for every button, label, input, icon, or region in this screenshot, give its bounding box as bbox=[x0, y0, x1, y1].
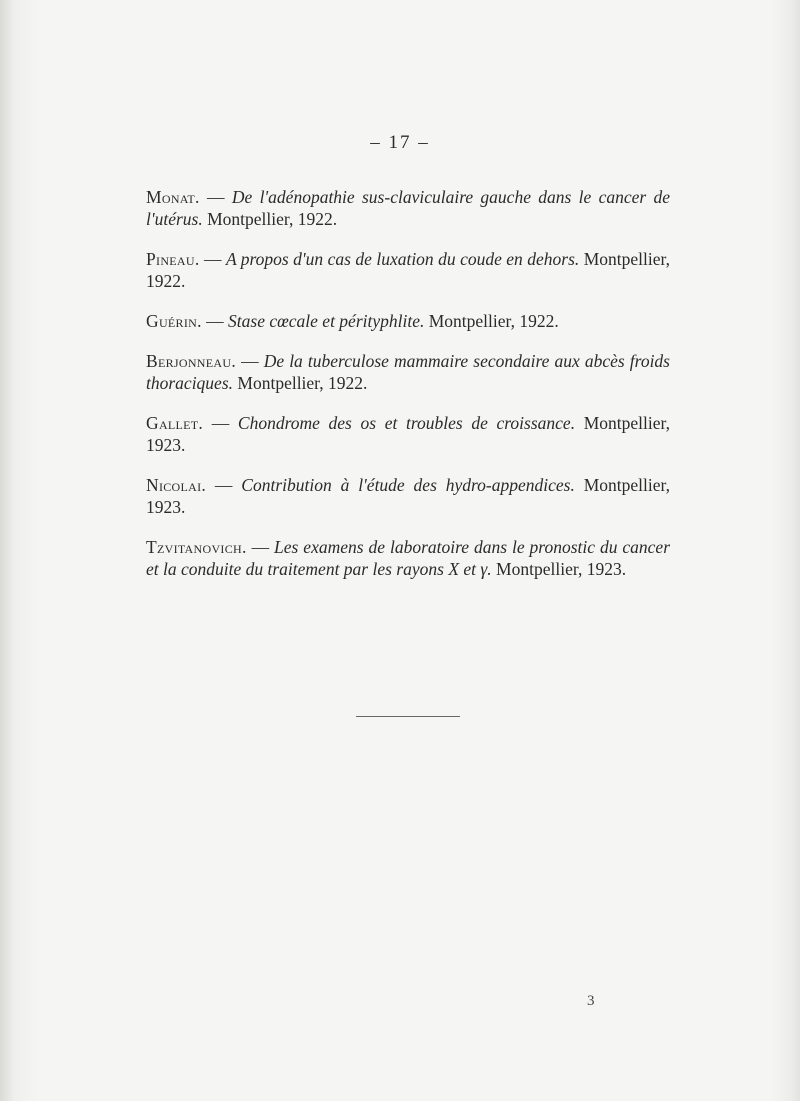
entry-author: Nicolai. bbox=[146, 474, 207, 495]
entry-title: A propos d'un cas de luxation du coude en dehors. bbox=[225, 248, 580, 269]
bibliography-entry bbox=[146, 474, 670, 518]
entry-author: Tzvitanovich. bbox=[146, 536, 247, 557]
bibliography-entry bbox=[146, 186, 670, 230]
sheet-number: 3 bbox=[587, 993, 595, 1009]
entry-title: Stase cœcale et pérityphlite. bbox=[228, 310, 425, 331]
page-number: – 17 – bbox=[370, 132, 430, 153]
bibliography-entry bbox=[146, 350, 670, 394]
bibliography-entry bbox=[146, 248, 670, 292]
entry-place: Montpellier, 1923. bbox=[146, 412, 671, 455]
entry-title: Les examens de laboratoire dans le pronostic du cancer et la conduite du traitement par les rayons X et γ. bbox=[146, 536, 671, 579]
entry-dash: — bbox=[206, 474, 242, 495]
entry-author: Guérin. bbox=[146, 310, 202, 331]
entry-place: Montpellier, 1922. bbox=[146, 248, 671, 291]
entry-title: Contribution à l'étude des hydro-appendices. bbox=[241, 474, 575, 495]
entry-dash: — bbox=[236, 350, 264, 371]
bibliography-list bbox=[146, 168, 670, 598]
entry-place: Montpellier, 1923. bbox=[146, 474, 670, 517]
closing-rule bbox=[356, 716, 460, 717]
bibliography-entry bbox=[146, 412, 670, 456]
bibliography-entry bbox=[146, 536, 670, 580]
entry-author: Berjonneau. bbox=[146, 350, 237, 371]
entry-place: Montpellier, 1922. bbox=[233, 372, 368, 393]
entry-title: De la tuberculose mammaire secondaire aux abcès froids thoraciques. bbox=[146, 350, 670, 393]
entry-title: Chondrome des os et troubles de croissance. bbox=[237, 412, 576, 433]
entry-place: Montpellier, 1922. bbox=[202, 208, 338, 229]
entry-title: De l'adénopathie sus-claviculaire gauche dans le cancer de l'utérus. bbox=[146, 186, 671, 229]
entry-author: Monat. bbox=[146, 186, 200, 207]
entry-dash: — bbox=[199, 186, 232, 207]
entry-dash: — bbox=[246, 536, 275, 557]
entry-place: Montpellier, 1922. bbox=[424, 310, 559, 331]
entry-dash: — bbox=[203, 412, 238, 433]
entry-dash: — bbox=[199, 248, 226, 269]
entry-author: Pineau. bbox=[146, 248, 200, 269]
entry-dash: — bbox=[201, 310, 229, 331]
bibliography-entry bbox=[146, 310, 670, 332]
entry-author: Gallet. bbox=[146, 412, 204, 433]
entry-place: Montpellier, 1923. bbox=[491, 558, 627, 579]
